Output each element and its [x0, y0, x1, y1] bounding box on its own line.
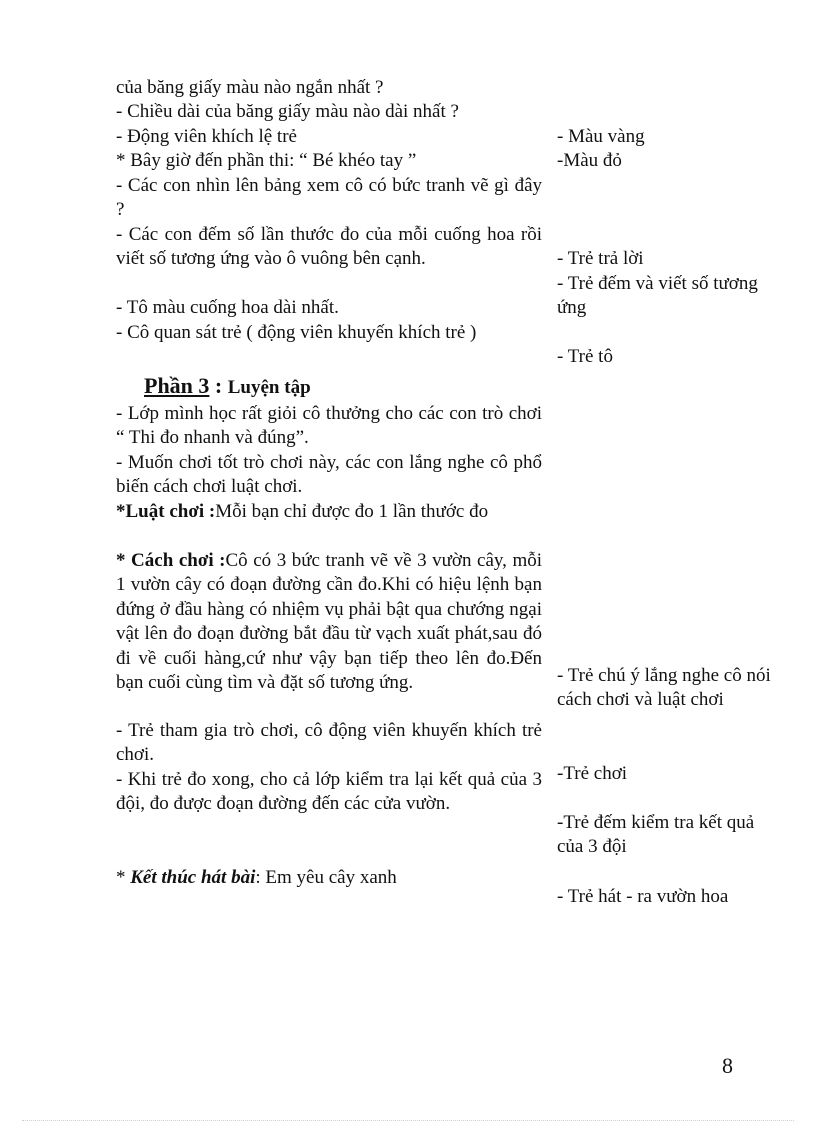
right-item-5: - Trẻ tô	[557, 346, 613, 367]
right-item-3: - Trẻ trả lời	[557, 248, 644, 269]
section-heading-colon: :	[209, 373, 228, 398]
left-paragraph-7: - Tô màu cuống hoa dài nhất.	[116, 297, 339, 318]
ending-prefix: *	[116, 867, 131, 888]
left-paragraph-8: - Cô quan sát trẻ ( động viên khuyến khích trẻ )	[116, 322, 477, 343]
rule-label: *Luật chơi :	[116, 501, 216, 522]
right-item-1: - Màu vàng	[557, 126, 645, 147]
left-paragraph-5: - Các con nhìn lên bảng xem cô có bức tranh vẽ gì đây ?	[116, 175, 542, 221]
how-to-play-text: Cô có 3 bức tranh vẽ về 3 vườn cây, mỗi 1 vườn cây có đoạn đường cần đo.Khi có hiệu lệnh bạn đứng ở đầu hàng có nhiệm vụ phải bật qua chướng ngại vật lên đo đoạn đường bắt đầu từ vạch xuất phát,sau đó đi về cuối hàng,cứ như vậy bạn tiếp theo lên đo.Đến bạn cuối cùng tìm và đặt số tương ứng.	[116, 550, 542, 694]
footer-divider	[22, 1120, 794, 1121]
ending-label: Kết thúc hát bài	[130, 867, 256, 888]
right-item-2: -Màu đỏ	[557, 150, 622, 171]
rule-text: Mỗi bạn chỉ được đo 1 lần thước đo	[215, 501, 489, 522]
left-paragraph-2: - Chiều dài của băng giấy màu nào dài nhất ?	[116, 101, 459, 122]
how-to-play-label: * Cách chơi :	[116, 550, 226, 571]
left-paragraph-10: - Muốn chơi tốt trò chơi này, các con lắng nghe cô phổ biến cách chơi luật chơi.	[116, 452, 542, 498]
right-item-8: -Trẻ đếm kiểm tra kết quả của 3 đội	[557, 812, 755, 858]
ending-text: : Em yêu cây xanh	[255, 867, 397, 888]
how-to-play-paragraph	[116, 549, 542, 695]
right-item-7: -Trẻ chơi	[557, 763, 628, 784]
left-paragraph-4: * Bây giờ đến phần thi: “ Bé khéo tay ”	[116, 150, 417, 171]
section-heading-subtitle: Luyện tập	[227, 377, 311, 398]
section-heading	[144, 372, 570, 402]
section-heading-title: Phần 3	[144, 373, 210, 398]
right-item-4: - Trẻ đếm và viết số tương ứng	[557, 273, 758, 319]
rule-paragraph	[116, 500, 542, 524]
ending-paragraph	[116, 866, 542, 890]
left-paragraph-3: - Động viên khích lệ trẻ	[116, 126, 297, 147]
left-paragraph-12: - Khi trẻ đo xong, cho cả lớp kiểm tra lại kết quả của 3 đội, đo được đoạn đường đến các cửa vườn.	[116, 769, 542, 815]
left-paragraph-11: - Trẻ tham gia trò chơi, cô động viên khuyến khích trẻ chơi.	[116, 720, 542, 766]
left-paragraph-9: - Lớp mình học rất giỏi cô thưởng cho các con trò chơi “ Thi đo nhanh và đúng”.	[116, 403, 542, 449]
page-number: 8	[722, 1053, 733, 1078]
right-item-9: - Trẻ hát - ra vườn hoa	[557, 886, 729, 907]
left-paragraph-1: của băng giấy màu nào ngắn nhất ?	[116, 77, 384, 98]
left-paragraph-6: - Các con đếm số lần thước đo của mỗi cuống hoa rồi viết số tương ứng vào ô vuông bên cạnh.	[116, 224, 542, 270]
right-item-6: - Trẻ chú ý lắng nghe cô nói cách chơi và luật chơi	[557, 665, 771, 711]
